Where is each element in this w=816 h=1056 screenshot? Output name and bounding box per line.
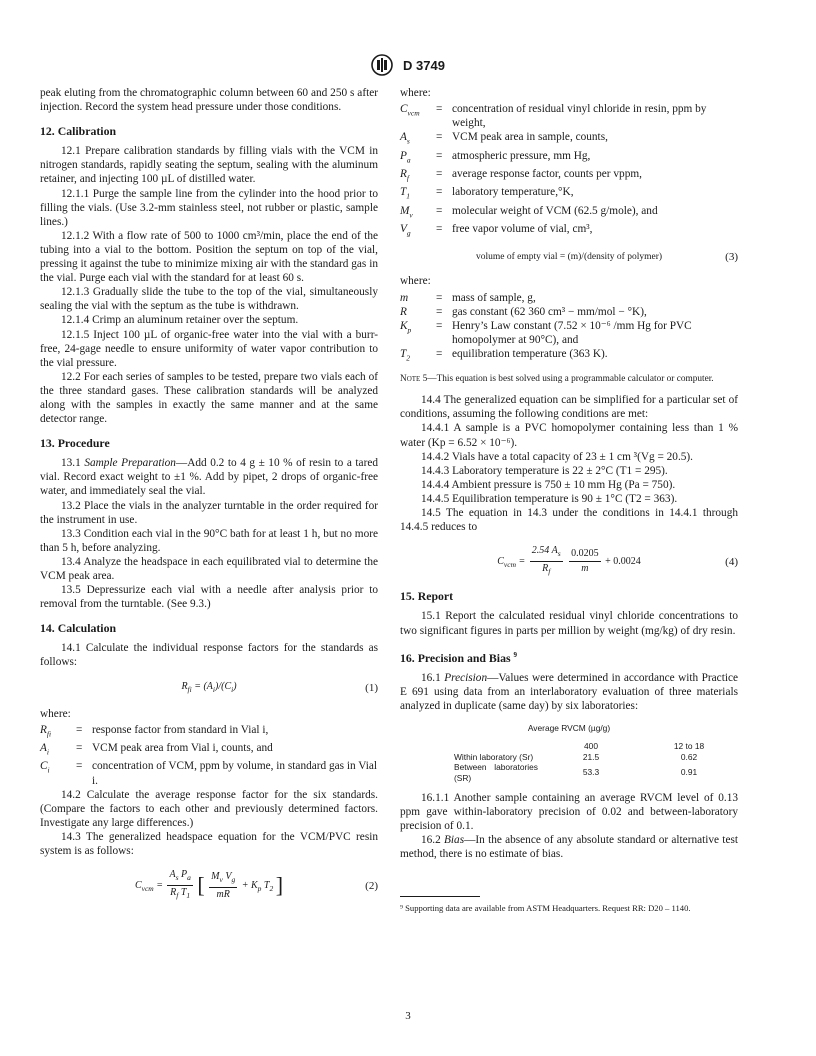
table-cell: 21.5: [582, 751, 600, 762]
equation-2-number: (2): [365, 879, 378, 892]
para-14-1: 14.1 Calculate the individual response factors for the standards as follows:: [40, 642, 378, 669]
para-13-2: 13.2 Place the vials in the analyzer turntable in the order required for the instrument in use.: [40, 499, 378, 526]
where-label: where:: [40, 707, 71, 720]
right-column: [400, 86, 738, 914]
definition-row: $P_a$ = atmospheric pressure, mm Hg,: [400, 149, 591, 164]
section-14-title: 14. Calculation: [40, 621, 117, 636]
para-12-1-5: 12.1.5 Inject 100 µL of organic-free water into the vial with a burr-free, 24-gage needle to ensure uniformity of water vapor contribution to the vial pressure.: [40, 328, 378, 369]
para-13-5: 13.5 Depressurize each vial with a needle after analysis prior to removal from the turntable. (See 9.3.): [40, 584, 378, 611]
equation-3: volume of empty vial = (m)/(density of polymer) (3): [475, 251, 738, 264]
equation-4-number: (4): [725, 555, 738, 568]
table-header-cell: 400: [584, 741, 598, 752]
equation-3-number: (3): [725, 251, 738, 264]
para-12-1-2: 12.1.2 With a flow rate of 500 to 1000 cm³/min, place the end of the tubing into a vial to the bottom. Position the septum on top of the vial, pressing it against the tube to minimize mixing air with the standard gas in the vial. Purge each vial with the standard for at least 60 s.: [40, 229, 378, 285]
para-14-4-1: 14.4.1 A sample is a PVC homopolymer containing less than 1 % water (Kp = 6.52 × 10⁻⁶).: [400, 422, 738, 449]
definition-row: $C_i$ = concentration of VCM, ppm by volume, in standard gas in Vial i.: [40, 760, 378, 787]
para-15-1: 15.1 Report the calculated residual vinyl chloride concentrations to two significant figures in parts per million by weight (mg/kg) of dry resin.: [400, 610, 738, 637]
para-14-4-4: 14.4.4 Ambient pressure is 750 ± 10 mm Hg (Pa = 750).: [421, 478, 676, 491]
precision-table-title: Average RVCM (µg/g): [527, 722, 611, 733]
designation: D 3749: [403, 57, 445, 73]
para-14-4-3: 14.4.3 Laboratory temperature is 22 ± 2°C (T1 = 295).: [421, 464, 668, 477]
table-header-cell: 12 to 18: [673, 741, 705, 752]
definition-row: $M_v$ = molecular weight of VCM (62.5 g/mole), and: [400, 204, 658, 219]
footnote-ref: 9: [513, 650, 518, 659]
para-16-2: 16.2 Bias—In the absence of any absolute standard or alternative test method, there is no estimate of bias.: [400, 834, 738, 861]
table-cell: Within laboratory (Sr): [454, 751, 534, 762]
table-row: [450, 762, 738, 783]
para-14-2: 14.2 Calculate the average response factor for the six standards. (Compare the factors to each other and previously determined factors. Investigate any large differences.): [40, 788, 378, 829]
table-row: [450, 752, 738, 763]
definition-row: m = mass of sample, g,: [400, 291, 536, 304]
para-13-4: 13.4 Analyze the headspace in each equilibrated vial to determine the VCM peak area.: [40, 555, 378, 582]
section-12-title: 12. Calibration: [40, 124, 117, 139]
para-13-3: 13.3 Condition each vial in the 90°C bath for at least 1 h, but no more than 5 h, before analyzing.: [40, 527, 378, 554]
para-14-4: 14.4 The generalized equation can be simplified for a particular set of conditions, assuming the following conditions are met:: [400, 394, 738, 421]
para-12-1: 12.1 Prepare calibration standards by filling vials with the VCM in nitrogen standards, rapidly seating the septum, sealing with the aluminum retainer, and injecting 100 µL of distilled water.: [40, 145, 378, 186]
equation-1-number: (1): [365, 682, 378, 695]
section-13-title: 13. Procedure: [40, 436, 110, 451]
definition-row: $A_i$ = VCM peak area from Vial i, counts, and: [40, 742, 273, 757]
table-header-row: [450, 741, 738, 752]
table-cell: 0.91: [680, 767, 698, 778]
definition-row: R = gas constant (62 360 cm³ − mm/mol − °K),: [400, 305, 647, 318]
definition-row: $T_2$ = equilibration temperature (363 K).: [400, 347, 608, 363]
page-number: 3: [405, 1010, 411, 1022]
para-12-1-4: 12.1.4 Crimp an aluminum retainer over the septum.: [61, 314, 299, 327]
definitions-list-1: [40, 723, 378, 788]
equation-1: $R_{fi} = (A_i)/(C_i)$ (1): [181, 680, 378, 695]
para-12-1-1: 12.1.1 Purge the sample line from the cylinder into the hood prior to filling the vials. (Use 3.2-mm stainless steel, not rubber or plastic, sample lines.): [40, 187, 378, 228]
equation-2: $C_{vcm}$ = $\frac{A_s P_a}{R_f T_1}$ [ $\frac{M_v V_g}{mR}$ + $K_p$ $T_2$ ] (2): [134, 869, 378, 901]
equation-4: $C_{vcm}$ = $\frac{2.54 A_s}{R_f}$ $\frac{0.0205}{m}$ + 0.0024 (4): [497, 545, 738, 577]
definition-row: $C_{vcm}$ = concentration of residual vinyl chloride in resin, ppm by weight,: [400, 103, 707, 130]
para-13-1: 13.1 Sample Preparation—Add 0.2 to 4 g ± 10 % of resin to a tared vial. Record exact weight to ±1 %. Add by pipet, 2 drops of organic-free water, and immediately seal the vial.: [40, 457, 378, 498]
section-16-title: 16. Precision and Bias $^9$: [400, 650, 518, 665]
page-header: [0, 54, 816, 76]
footnote-divider: [400, 896, 480, 897]
definitions-list-2: [400, 102, 738, 240]
definition-row: $K_p$ = Henry’s Law constant (7.52 × 10⁻⁶ /mm Hg for PVC homopolymer at 90°C), and: [400, 319, 692, 346]
para-12-2: 12.2 For each series of samples to be tested, prepare two vials each of the three standard gases. These calibration standards will be analyzed along with the samples in exactly the same manner and at the same detector range.: [40, 370, 378, 426]
definition-row: $V_g$ = free vapor volume of vial, cm³,: [400, 223, 593, 238]
para-16-1: 16.1 Precision—Values were determined in accordance with Practice E 691 using data from an interlaboratory evaluation of three materials analyzed in duplicate (same day) by six laboratories:: [400, 671, 738, 712]
table-cell: 0.62: [680, 751, 698, 762]
definition-row: $R_{fi}$ = response factor from standard in Vial i,: [40, 723, 269, 738]
left-column: [40, 86, 378, 913]
definitions-list-3: [400, 291, 738, 366]
astm-logo-icon: [371, 54, 393, 76]
para-14-4-2: 14.4.2 Vials have a total capacity of 23 ± 1 cm ³(Vg = 20.5).: [421, 450, 694, 463]
para-14-5: 14.5 The equation in 14.3 under the conditions in 14.4.1 through 14.4.5 reduces to: [400, 507, 738, 534]
para-12-1-3: 12.1.3 Gradually slide the tube to the top of the vial, simultaneously sealing the vial with the septum as the tube is withdrawn.: [40, 286, 378, 313]
footnote: ⁹ Supporting data are available from ASTM Headquarters. Request RR: D20 – 1140.: [400, 902, 691, 913]
intro-paragraph: peak eluting from the chromatographic column between 60 and 250 s after injection. Record the system head pressure under those conditions.: [40, 87, 378, 114]
definition-row: $R_f$ = average response factor, counts per vppm,: [400, 167, 642, 183]
where-label: where:: [400, 87, 431, 99]
para-16-1-1: 16.1.1 Another sample containing an average RVCM level of 0.13 ppm gave within-laboratory precision of 0.02 and between-laboratory precision of 0.1.: [400, 792, 738, 833]
table-cell: 53.3: [582, 767, 600, 778]
precision-table: [450, 741, 738, 783]
where-label-2: where:: [400, 275, 431, 288]
table-cell: Between laboratories (SR): [454, 762, 538, 783]
para-14-4-5: 14.4.5 Equilibration temperature is 90 ± 1°C (T2 = 363).: [421, 492, 678, 505]
section-15-title: 15. Report: [400, 589, 454, 604]
para-14-3: 14.3 The generalized headspace equation for the VCM/PVC resin system is as follows:: [40, 830, 378, 857]
definition-row: $T_1$ = laboratory temperature,°K,: [400, 186, 574, 201]
note-5: Note 5—This equation is best solved using a programmable calculator or computer.: [400, 374, 714, 385]
definition-row: $A_s$ = VCM peak area in sample, counts,: [400, 131, 608, 146]
